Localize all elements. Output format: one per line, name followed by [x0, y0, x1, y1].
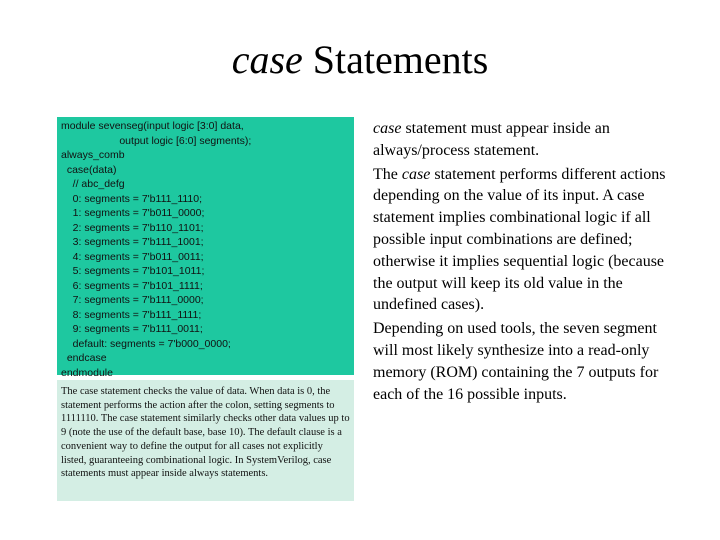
code-line: 6: segments = 7'b101_1111;	[61, 279, 203, 292]
code-line: endcase	[61, 352, 107, 364]
paragraph-1	[373, 118, 673, 162]
code-line: // abc_defg	[61, 178, 125, 190]
code-line: 8: segments = 7'b111_1111;	[61, 308, 202, 321]
note-box	[57, 380, 354, 501]
p2-keyword: case	[401, 165, 431, 183]
code-line: 4: segments = 7'b011_0011;	[61, 250, 204, 263]
paragraph-3: Depending on used tools, the seven segment will most likely synthesize into a read-only memory (ROM) containing the 7 outputs for each of the 16 possible inputs.	[373, 320, 659, 403]
p2-pre: The	[373, 165, 402, 183]
code-line: endmodule	[61, 366, 113, 379]
code-line: 5: segments = 7'b101_1011;	[61, 265, 205, 277]
code-line: module sevenseg(input logic [3:0] data,	[61, 120, 244, 132]
code-line: default: segments = 7'b000_0000;	[61, 337, 231, 350]
paragraph-2	[373, 164, 673, 317]
code-line: 1: segments = 7'b011_0000;	[61, 207, 205, 219]
p1-keyword: case	[373, 120, 402, 137]
slide-title	[0, 34, 720, 86]
code-line: 2: segments = 7'b110_1101;	[61, 221, 204, 234]
title-rest: Statements	[302, 37, 489, 82]
code-line: output logic [6:0] segments);	[61, 134, 252, 147]
code-line: 3: segments = 7'b111_1001;	[61, 236, 204, 248]
code-line: 7: segments = 7'b111_0000;	[61, 294, 204, 306]
code-line: always_comb	[61, 149, 125, 161]
code-box	[57, 117, 354, 379]
p1-text: statement must appear inside an always/process statement.	[373, 120, 610, 159]
title-keyword: case	[231, 37, 303, 82]
explanation-column	[373, 118, 673, 407]
p2-text: statement performs different actions depending on the value of its input. A case statement implies combinational logic if all possible input combinations are defined; otherwise it implies sequential logic (because the output will keep its old value in the undefined cases).	[373, 165, 666, 314]
note-text: The case statement checks the value of data. When data is 0, the statement performs the action after the colon, setting segments to 1111110. The case statement similarly checks other data values up to 9 (note the use of the default base, base 10). The default clause is a convenient way to define the output for all cases not explicitly listed, guaranteeing combinational logic. In SystemVerilog, case statements must appear inside always statements.	[61, 386, 350, 480]
code-line: 0: segments = 7'b111_1110;	[61, 192, 203, 205]
code-line: 9: segments = 7'b111_0011;	[61, 323, 203, 335]
code-line: case(data)	[61, 163, 117, 176]
